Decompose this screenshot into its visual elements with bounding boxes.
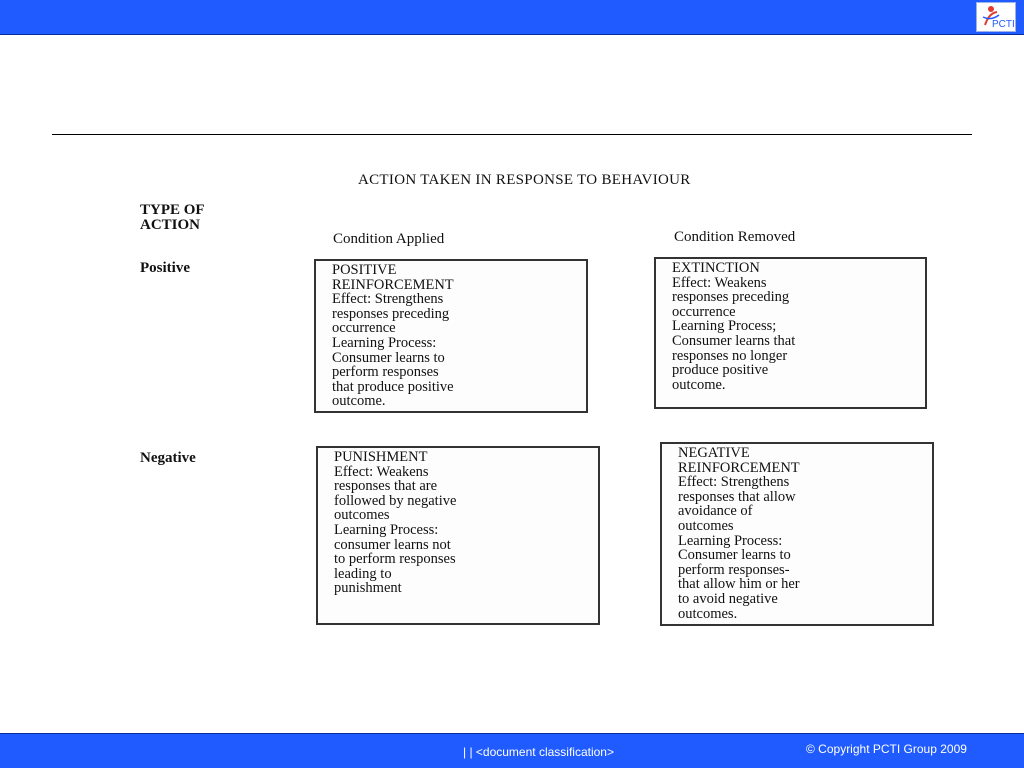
cell-line: Effect: Strengthens	[332, 291, 444, 308]
top-banner	[0, 0, 1024, 35]
cell-line: NEGATIVE	[678, 445, 750, 461]
row-label-positive: Positive	[140, 260, 190, 276]
cell-line: responses preceding	[332, 305, 450, 322]
cell-line: responses that are	[334, 478, 438, 495]
cell-line: responses that allow	[678, 488, 796, 505]
cell-line: to perform responses	[334, 551, 456, 568]
footer-banner	[0, 733, 1024, 768]
cell-punishment	[316, 446, 600, 625]
cell-line: avoidance of	[678, 503, 753, 520]
cell-line: REINFORCEMENT	[332, 276, 454, 293]
cell-extinction	[654, 257, 927, 409]
cell-line: outcomes	[334, 507, 390, 524]
cell-positive-reinforcement	[314, 259, 588, 413]
chart-heading: ACTION TAKEN IN RESPONSE TO BEHAVIOUR	[358, 172, 691, 188]
cell-line: Consumer learns to	[332, 349, 445, 366]
cell-line: leading to	[334, 565, 392, 582]
cell-line: responses preceding	[672, 289, 790, 306]
cell-line: outcome.	[672, 376, 726, 393]
cell-line: Learning Process:	[678, 532, 783, 549]
cell-line: perform responses	[332, 364, 439, 381]
copyright-notice: © Copyright PCTI Group 2009	[806, 742, 967, 756]
cell-line: that produce positive	[332, 378, 454, 395]
cell-line: occurrence	[672, 303, 736, 320]
cell-line: outcome.	[332, 393, 386, 410]
cell-line: responses no longer	[672, 347, 788, 364]
cell-line: outcomes.	[678, 605, 738, 622]
cell-line: Effect: Strengthens	[678, 474, 790, 491]
row-label-negative: Negative	[140, 450, 196, 466]
title-divider	[52, 134, 972, 135]
cell-line: punishment	[334, 580, 402, 597]
type-label-line: ACTION	[140, 217, 201, 233]
cell-line: Effect: Weakens	[672, 274, 767, 291]
cell-line: perform responses-	[678, 561, 790, 578]
cell-line: Consumer learns that	[672, 332, 796, 349]
cell-line: Learning Process:	[334, 521, 439, 538]
cell-line: produce positive	[672, 362, 769, 379]
cell-line: PUNISHMENT	[334, 449, 428, 465]
pcti-logo	[976, 2, 1016, 32]
cell-line: outcomes	[678, 517, 734, 534]
type-label-line: TYPE OF	[140, 202, 205, 218]
cell-line: consumer learns not	[334, 536, 451, 553]
column-header-condition-removed: Condition Removed	[674, 229, 796, 245]
cell-line: Consumer learns to	[678, 547, 791, 564]
cell-line: REINFORCEMENT	[678, 459, 800, 476]
cell-line: that allow him or her	[678, 576, 800, 593]
cell-line: POSITIVE	[332, 262, 397, 278]
svg-text:PCTI: PCTI	[992, 19, 1015, 30]
cell-line: followed by negative	[334, 492, 457, 509]
cell-line: occurrence	[332, 320, 396, 337]
document-classification: | | <document classification>	[463, 745, 614, 759]
type-of-action-label	[140, 203, 260, 233]
cell-line: EXTINCTION	[672, 260, 760, 276]
cell-line: Learning Process:	[332, 334, 437, 351]
cell-line: to avoid negative	[678, 590, 778, 607]
cell-negative-reinforcement	[660, 442, 934, 626]
cell-line: Learning Process;	[672, 318, 777, 335]
cell-line: Effect: Weakens	[334, 463, 429, 480]
column-header-condition-applied: Condition Applied	[333, 231, 445, 247]
